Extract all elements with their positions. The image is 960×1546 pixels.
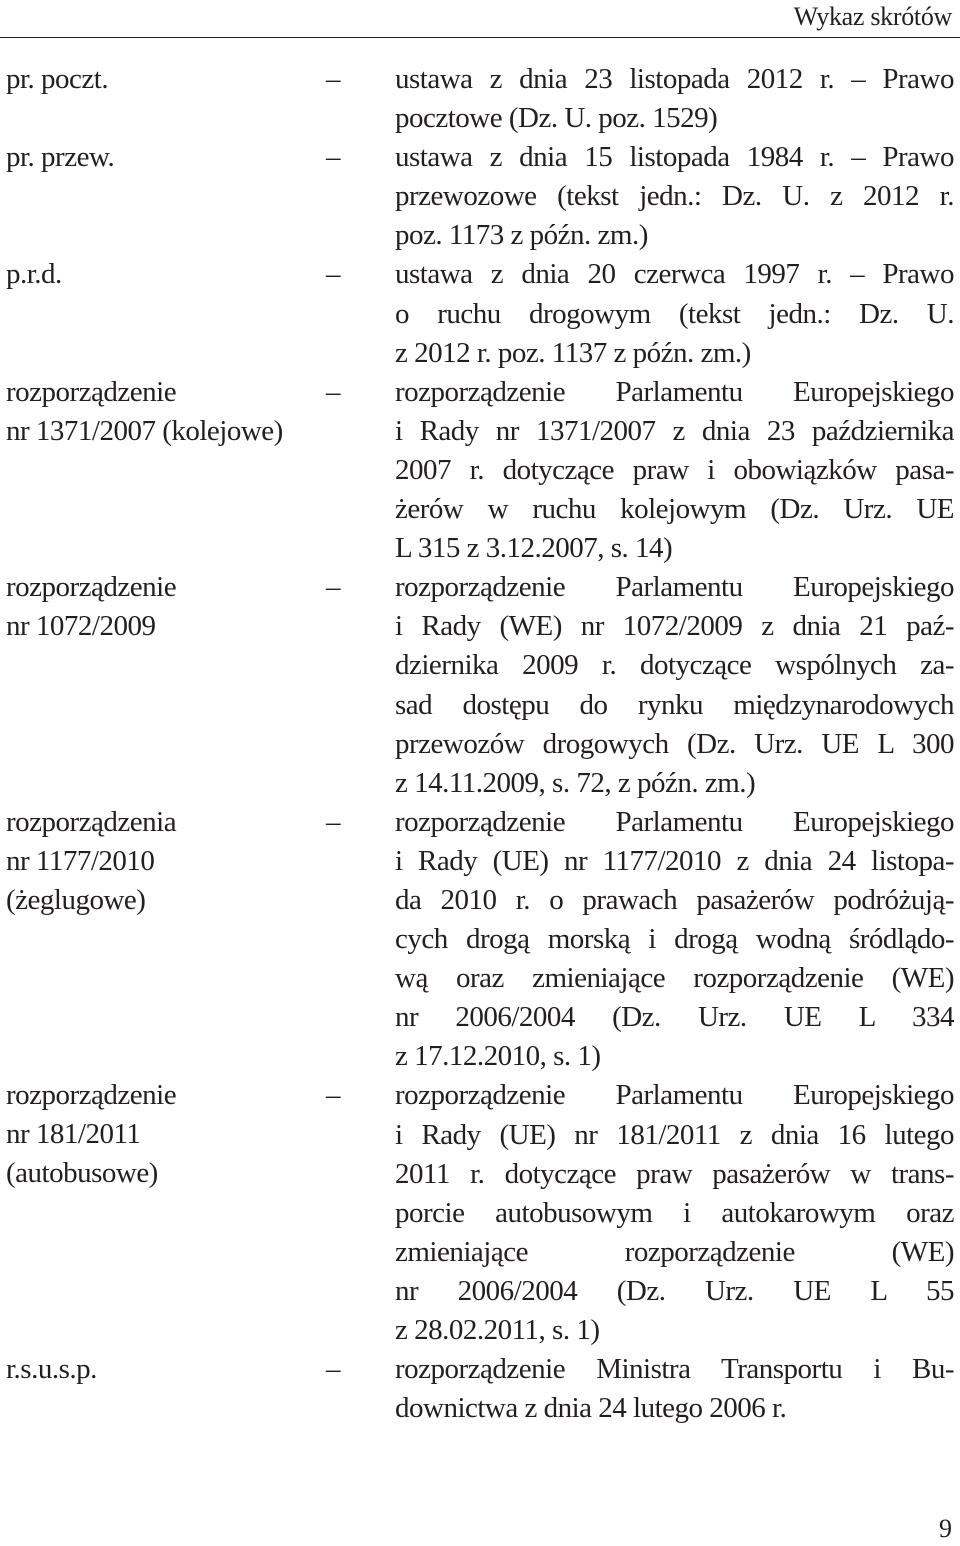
description-line: ustawa z dnia 20 czerwca 1997 r. – Prawo (395, 258, 954, 291)
description-line: z 17.12.2010, s. 1) (395, 1040, 601, 1073)
entry-dash: – (326, 63, 341, 95)
abbreviation-term-line: nr 181/2011 (6, 1118, 141, 1151)
abbreviation-term (6, 568, 336, 646)
abbreviation-description (395, 373, 954, 568)
description-line: sad dostępu do rynku międzynarodowych (395, 688, 954, 721)
abbreviation-term (6, 138, 336, 177)
abbreviation-term-line: rozporządzenie (6, 1079, 177, 1112)
description-line: rozporządzenie Parlamentu Europejskiego (395, 1079, 954, 1112)
description-line: o ruchu drogowym (tekst jedn.: Dz. U. (395, 297, 954, 330)
abbreviation-term (6, 1350, 336, 1389)
abbreviation-term-line: pr. przew. (6, 141, 115, 174)
page-number: 9 (939, 1514, 952, 1543)
description-line: i Rady (WE) nr 1072/2009 z dnia 21 paź- (395, 610, 954, 643)
description-line: poz. 1173 z późn. zm.) (395, 219, 648, 252)
description-line: 2007 r. dotyczące praw i obowiązków pasa- (395, 453, 954, 486)
abbreviation-description (395, 803, 954, 1077)
entry-dash: – (326, 258, 341, 291)
abbreviation-term-line: nr 1177/2010 (6, 844, 155, 877)
entry-dash: – (326, 571, 341, 604)
abbreviation-term-line: (żeglugowe) (6, 883, 146, 916)
description-line: żerów w ruchu kolejowym (Dz. Urz. UE (395, 493, 954, 526)
description-line: zmieniające rozporządzenie (WE) (395, 1235, 954, 1268)
abbreviation-entry (6, 255, 954, 372)
description-line: nr 2006/2004 (Dz. Urz. UE L 55 (395, 1274, 954, 1307)
abbreviation-entry (6, 803, 954, 1077)
entry-dash: – (326, 1353, 341, 1386)
abbreviation-description (395, 255, 954, 372)
abbreviation-term-line: nr 1072/2009 (6, 610, 156, 643)
abbreviation-list (6, 60, 954, 1428)
description-line: z 14.11.2009, s. 72, z późn. zm.) (395, 766, 756, 799)
abbreviation-term-line: (autobusowe) (6, 1157, 158, 1190)
abbreviation-entry (6, 568, 954, 803)
entry-dash: – (326, 141, 341, 174)
abbreviation-term-line: rozporządzenia (6, 805, 177, 838)
abbreviation-term (6, 255, 336, 294)
description-line: L 315 z 3.12.2007, s. 14) (395, 532, 673, 565)
abbreviation-description (395, 1076, 954, 1350)
description-line: nr 2006/2004 (Dz. Urz. UE L 334 (395, 1001, 954, 1034)
running-header: Wykaz skrótów (793, 2, 952, 31)
description-line: z 2012 r. poz. 1137 z późn. zm.) (395, 336, 751, 369)
abbreviation-term-line: p.r.d. (6, 258, 62, 291)
description-line: rozporządzenie Parlamentu Europejskiego (395, 375, 954, 408)
description-line: wą oraz zmieniające rozporządzenie (WE) (395, 962, 954, 995)
abbreviation-entry (6, 373, 954, 568)
description-line: z 28.02.2011, s. 1) (395, 1314, 600, 1346)
description-line: ustawa z dnia 15 listopada 1984 r. – Prawo (395, 141, 954, 174)
abbreviation-description (395, 138, 954, 255)
abbreviation-term-line: pr. poczt. (6, 63, 109, 95)
entry-dash: – (326, 805, 341, 838)
description-line: rozporządzenie Parlamentu Europejskiego (395, 571, 954, 604)
abbreviation-entry (6, 1076, 954, 1350)
abbreviation-term (6, 803, 336, 920)
abbreviation-description (395, 60, 954, 138)
abbreviation-description (395, 1350, 954, 1428)
description-line: da 2010 r. o prawach pasażerów podróżują- (395, 883, 954, 916)
abbreviation-term (6, 373, 336, 451)
abbreviation-term-line: r.s.u.s.p. (6, 1353, 97, 1386)
abbreviation-term-line: rozporządzenie (6, 571, 177, 604)
description-line: dziernika 2009 r. dotyczące wspólnych za- (395, 649, 954, 682)
description-line: i Rady (UE) nr 1177/2010 z dnia 24 listopa- (395, 844, 954, 877)
description-line: przewozowe (tekst jedn.: Dz. U. z 2012 r. (395, 180, 954, 213)
abbreviation-entry (6, 1350, 954, 1428)
description-line: i Rady (UE) nr 181/2011 z dnia 16 lutego (395, 1118, 954, 1151)
description-line: rozporządzenie Ministra Transportu i Bu- (395, 1353, 954, 1386)
entry-dash: – (326, 375, 341, 408)
abbreviation-term (6, 60, 336, 99)
description-line: downictwa z dnia 24 lutego 2006 r. (395, 1392, 787, 1425)
abbreviation-entry (6, 60, 954, 138)
entry-dash: – (326, 1079, 341, 1112)
description-line: porcie autobusowym i autokarowym oraz (395, 1196, 954, 1229)
abbreviation-term-line: nr 1371/2007 (kolejowe) (6, 414, 283, 447)
abbreviation-entry (6, 138, 954, 255)
description-line: pocztowe (Dz. U. poz. 1529) (395, 102, 718, 135)
abbreviation-term-line: rozporządzenie (6, 375, 177, 408)
abbreviation-description (395, 568, 954, 803)
description-line: przewozów drogowych (Dz. Urz. UE L 300 (395, 727, 954, 760)
description-line: ustawa z dnia 23 listopada 2012 r. – Prawo (395, 63, 954, 95)
abbreviation-term (6, 1076, 336, 1193)
header-rule (0, 37, 960, 38)
description-line: i Rady nr 1371/2007 z dnia 23 października (395, 414, 954, 447)
description-line: rozporządzenie Parlamentu Europejskiego (395, 805, 954, 838)
description-line: cych drogą morską i drogą wodną śródlądo- (395, 923, 954, 956)
description-line: 2011 r. dotyczące praw pasażerów w trans- (395, 1157, 954, 1190)
